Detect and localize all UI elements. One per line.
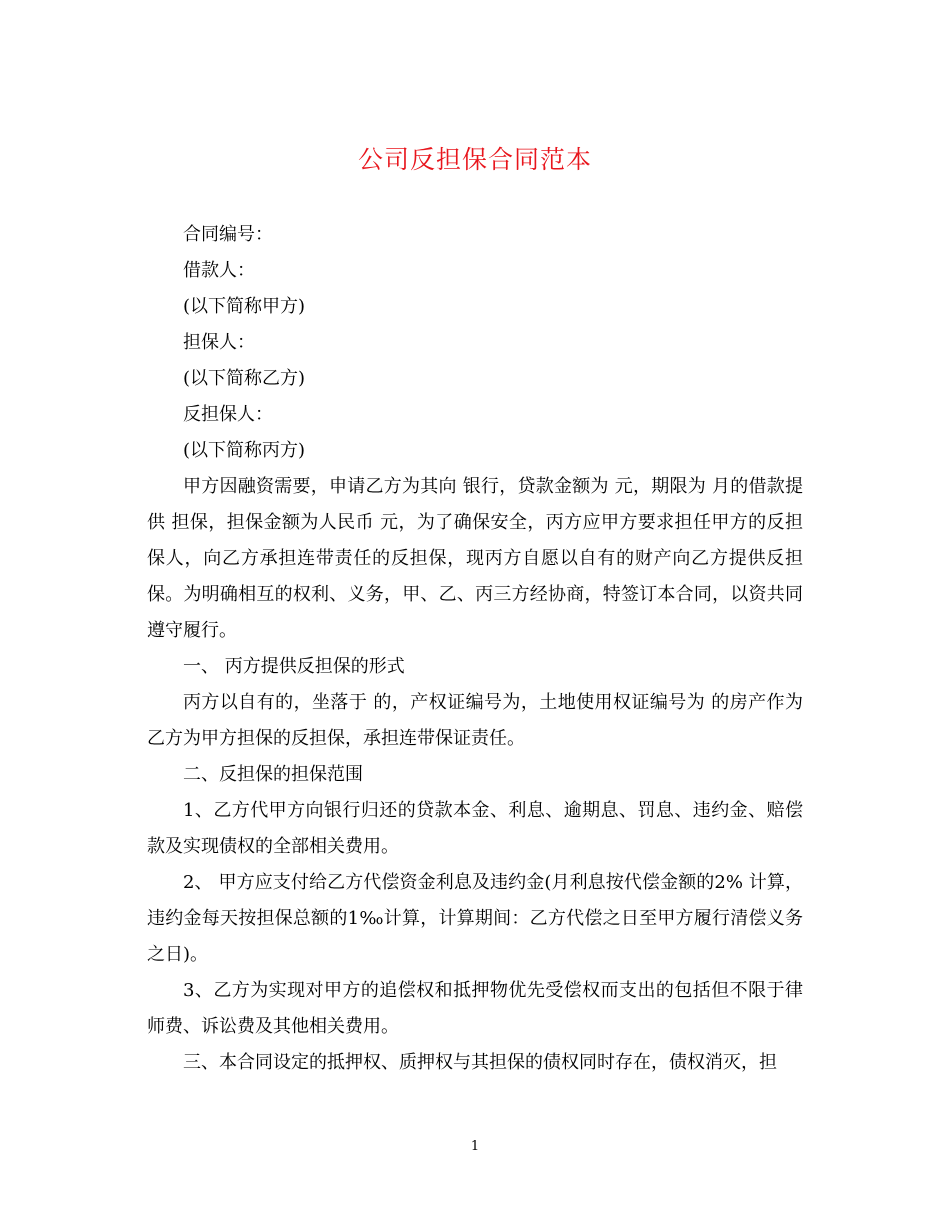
clause-2-3: 3、乙方为实现对甲方的追偿权和抵押物优先受偿权而支出的包括但不限于律师费、诉讼费及其他相关费用。: [147, 980, 803, 1037]
document-body: [147, 217, 803, 1081]
clause-2-2: 2、 甲方应支付给乙方代偿资金利息及违约金(月利息按代偿金额的2% 计算，违约金每天按担保总额的1‰计算，计算期间：乙方代偿之日至甲方履行清偿义务之日)。: [147, 872, 803, 965]
section-1-paragraph: 丙方以自有的，坐落于 的，产权证编号为，土地使用权证编号为 的房产作为乙方为甲方担保的反担保，承担连带保证责任。: [147, 692, 803, 749]
page-number: 1: [470, 1139, 480, 1154]
preamble-paragraph: 甲方因融资需要，申请乙方为其向 银行，贷款金额为 元，期限为 月的借款提供 担保，担保金额为人民币 元，为了确保安全，丙方应甲方要求担任甲方的反担保人，向乙方承担连带责任的反担保，现丙方自愿以自有的财产向乙方提供反担保。为明确相互的权利、义务，甲、乙、丙三方经协商，特签订本合同，以资共同遵守履行。: [147, 476, 803, 641]
counter-guarantor-line: 反担保人：: [183, 404, 273, 425]
party-a-note: (以下简称甲方): [183, 296, 306, 317]
contract-number-line: 合同编号：: [183, 224, 273, 245]
document-title: 公司反担保合同范本: [357, 145, 592, 174]
party-b-note: (以下简称乙方): [183, 368, 306, 389]
section-heading-1: 一、 丙方提供反担保的形式: [183, 656, 405, 677]
guarantor-line: 担保人：: [183, 332, 255, 353]
section-heading-2: 二、反担保的担保范围: [183, 764, 363, 785]
section-3-paragraph: 三、本合同设定的抵押权、质押权与其担保的债权同时存在，债权消灭，担: [183, 1052, 777, 1073]
clause-2-1: 1、乙方代甲方向银行归还的贷款本金、利息、逾期息、罚息、违约金、赔偿款及实现债权的全部相关费用。: [147, 800, 803, 857]
party-c-note: (以下简称丙方): [183, 440, 306, 461]
borrower-line: 借款人：: [183, 260, 255, 281]
